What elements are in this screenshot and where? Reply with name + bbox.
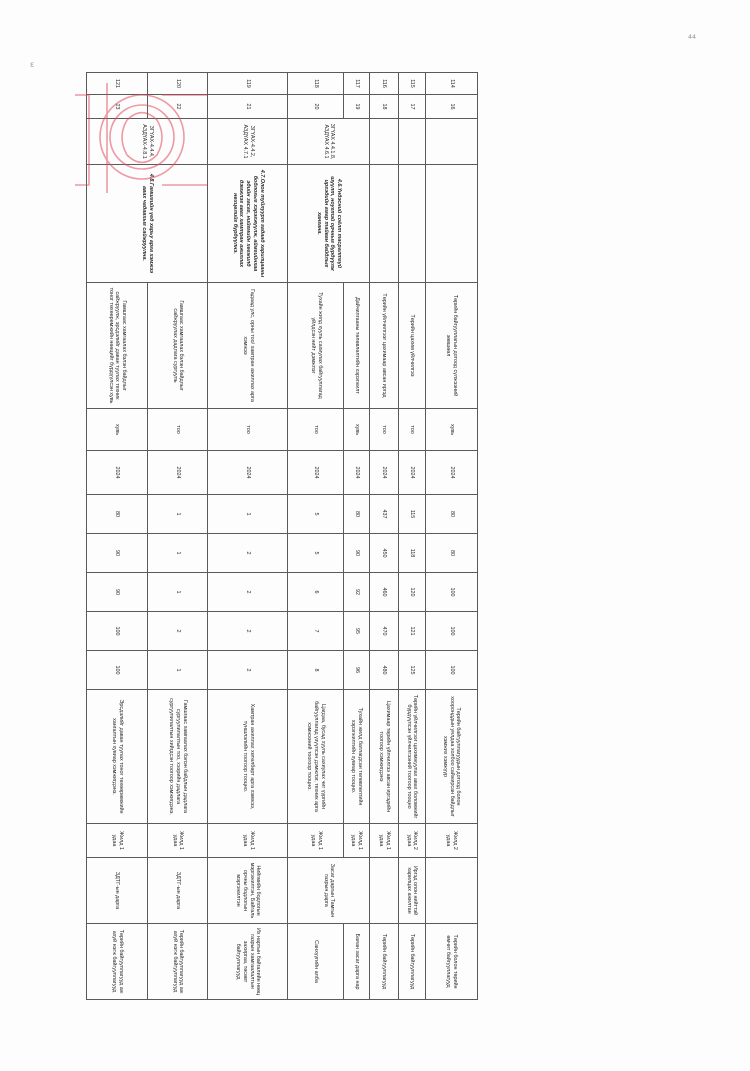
organization-cell: Төрийн байгууллагууд аж ахуй нэгж байгууллагууд (148, 924, 208, 1000)
value-cell: 2 (148, 612, 208, 651)
value-cell: 100 (425, 573, 477, 612)
indicator-cell: Төрийн үйлчилгээг цахимаар авсан иргэд (369, 283, 398, 409)
value-cell: 92 (344, 573, 370, 612)
value-cell: 80 (87, 495, 148, 534)
value-cell: 6 (288, 573, 344, 612)
value-cell: 95 (344, 612, 370, 651)
row-number: 21 (208, 95, 288, 119)
indicator-cell: Тухайн жилд хууль сахиулах байгууллагад үйлдсэн нийт дэмжлэг (288, 283, 344, 409)
organization-cell: Их нартын байгалийн нөөц газрын хамгаалалтын захиргаа, төсөвт байгууллагууд (208, 924, 288, 1000)
corner-mark: ⁴⁴ (688, 34, 697, 45)
value-cell: 2 (208, 651, 288, 690)
year-cell: 2024 (369, 451, 398, 495)
period-cell: Жилд 1 удаа (87, 824, 148, 858)
value-cell: 5 (288, 534, 344, 573)
margin-mark: ε (30, 60, 35, 69)
period-cell: Жилд 1 удаа (148, 824, 208, 858)
responsible-cell (425, 858, 477, 924)
value-cell: 100 (425, 612, 477, 651)
value-cell: 470 (369, 612, 398, 651)
responsible-cell: ЗДТГ-ын дарга (148, 858, 208, 924)
year-cell: 2024 (87, 451, 148, 495)
page-number: 120 (148, 73, 208, 95)
responsible-cell: Иргэд олон нийттэй харилцах ажилтан (398, 858, 425, 924)
action-cell: Эрсдэлийг даван туулах тоног төхөөрөмжийн хангалтын хувиар хэмжигдэнэ. (87, 690, 148, 824)
row-number: 20 (288, 95, 344, 119)
value-cell: 120 (398, 573, 425, 612)
row-number: 16 (425, 95, 477, 119)
value-cell: 5 (288, 495, 344, 534)
goal-cell: 4.7.Олон туйлуурт гадаад харилцааны бодлогыг хэрэгжүүлж, аймгийнхаа эдийн засаг, нийгмийн хөгжилд дэмжлэг авах хамтран ажиллах нөхцөлийг бүрдүүлнэ. (208, 165, 288, 283)
row-number: 19 (344, 95, 370, 119)
value-cell: 100 (425, 651, 477, 690)
code-cell: ЗГҮАХ-4.4.4, АЗДҮАХ-4.8.1 (87, 119, 208, 165)
unit-cell: тоо (369, 409, 398, 451)
organization-cell: Төрийн байгууллагууд (398, 924, 425, 1000)
value-cell: 450 (369, 534, 398, 573)
row-number: 22 (148, 95, 208, 119)
value-cell: 7 (288, 612, 344, 651)
page-number: 115 (398, 73, 425, 95)
action-cell: Цахимаар төрийн үйлчилгээ авсан иргэдийн тоогоор хэмжигдэнэ (369, 690, 398, 824)
table-row (208, 73, 288, 1000)
value-cell: 1 (148, 573, 208, 612)
table-row (148, 73, 208, 1000)
value-cell: 460 (369, 573, 398, 612)
indicator-cell: Гамшгаас хамгаалах бэлэн байдлыг сайжруулж, эрсдэлийг даван туулах техник тоног төхөөрөмжийн нөөцийг бүрдүүлсэн хувь (87, 283, 148, 409)
page-number: 118 (288, 73, 344, 95)
code-cell: ЗГҮАХ 4.4.1.8, АЗДҮАХ 4.6.1 (288, 119, 369, 165)
action-cell: Гамшгаас хамгаалах бэлэн байдлын дадлага сургуулилалтын тоо, хээрийн дадлага сургуулилалтын хийгдсэн тоогоор хэмжигдэнэ. (148, 690, 208, 824)
value-cell: 80 (344, 495, 370, 534)
row-number: 23 (87, 95, 148, 119)
value-cell: 121 (398, 612, 425, 651)
year-cell: 2024 (344, 451, 370, 495)
indicator-cell: Төрийн цахим үйлчилгээ (398, 283, 425, 409)
value-cell: 1 (148, 495, 208, 534)
code-cell (398, 119, 425, 165)
period-cell: Жилд 2 удаа (425, 824, 477, 858)
goal-cell (398, 165, 425, 283)
indicator-cell: Дайчилгааны төлөвлөлтийн хэрэгжилт (344, 283, 370, 409)
action-cell: Хамтран ажиллах хөтөлбөрт арга хэмжээ, түншлэлийн тоогоор тооцно. (208, 690, 288, 824)
page-number: 121 (87, 73, 148, 95)
responsible-cell: ЗДТГ-ын дарга (87, 858, 148, 924)
action-cell: Төрийн байгууллагуудын дотоод болон хооронддын уялдаа холбоо сайжирсан байдлыг хэмжих хэмжүүр (425, 690, 477, 824)
value-cell: 125 (398, 651, 425, 690)
responsible-cell (369, 858, 398, 924)
value-cell: 80 (425, 495, 477, 534)
value-cell: 100 (87, 612, 148, 651)
organization-cell: Төрийн байгууллагууд аж ахуй нэгж байгууллагууд (87, 924, 148, 1000)
action-cell: Төрийн үйлчилгээг цахимжуулах авах боломжийг бүрдүүлсэн үйлчилгээний тоогоор тооцно (398, 690, 425, 824)
code-cell (425, 119, 477, 165)
responsible-cell: Нийгмийн бодлогын мэргэжилтэн, Байгаль орчны бодлогын мэргэжилтэн (208, 858, 288, 924)
unit-cell: хувь (425, 409, 477, 451)
action-cell: Цагдаа, бусад хууль сахиулах чиг үүргийн байгууллагад үзүүлсэн дэмжлэг, техник арга хэмжээний тоогоор тооцно. (288, 690, 344, 824)
responsible-cell: Засаг даргын Тамгын газрын дарга (288, 858, 369, 924)
indicator-table (86, 72, 478, 1000)
value-cell: 1 (148, 651, 208, 690)
value-cell: 90 (344, 534, 370, 573)
value-cell: 80 (425, 534, 477, 573)
value-cell: 90 (87, 573, 148, 612)
page-number: 114 (425, 73, 477, 95)
value-cell: 96 (344, 651, 370, 690)
table-row (398, 73, 425, 1000)
organization-cell: Төрийн байгууллагууд (369, 924, 398, 1000)
value-cell: 118 (398, 534, 425, 573)
goal-cell: 4.8.Гамшгийн үед харьу арга хэмжээ авах чадавхыг сайжруулна. (87, 165, 208, 283)
row-number: 18 (369, 95, 398, 119)
indicator-cell: Гамшгаас хамгаалах бэлэн байдлыг сайжруулах дадлага сургууль (148, 283, 208, 409)
value-cell: 8 (288, 651, 344, 690)
row-number: 17 (398, 95, 425, 119)
value-cell: 115 (398, 495, 425, 534)
year-cell: 2024 (398, 451, 425, 495)
unit-cell: тоо (208, 409, 288, 451)
value-cell: 100 (87, 651, 148, 690)
indicator-cell: Гадаад улс, орны тоо/ хамтран ажиллах арга хэмжээ (208, 283, 288, 409)
value-cell: 2 (208, 612, 288, 651)
action-cell: Тухайн жилд батлагдсан төлөвлөлтийн хэрэгжилтийн хувиар тооцно. (344, 690, 370, 824)
value-cell: 2 (208, 534, 288, 573)
year-cell: 2024 (288, 451, 344, 495)
goal-cell (369, 165, 398, 283)
unit-cell: хувь (344, 409, 370, 451)
year-cell: 2024 (148, 451, 208, 495)
value-cell: 480 (369, 651, 398, 690)
unit-cell: хувь (87, 409, 148, 451)
period-cell: Жилд 1 удаа (369, 824, 398, 858)
period-cell: Жилд 1 удаа (288, 824, 344, 858)
goal-cell: 4.6.Үндэсний соёлт тасралтгүй шүүлт, ноугтэй орчныг бүрдүүлж иргэдийн амар тайван байдлыг хангана. (288, 165, 369, 283)
value-cell: 1 (208, 495, 288, 534)
page-number: 119 (208, 73, 288, 95)
year-cell: 2024 (208, 451, 288, 495)
organization-cell: Санхүүгийн албa (288, 924, 344, 1000)
goal-cell (425, 165, 477, 283)
value-cell: 90 (87, 534, 148, 573)
unit-cell: тоо (398, 409, 425, 451)
value-cell: 1 (148, 534, 208, 573)
page-number: 116 (369, 73, 398, 95)
code-cell: ЗГҮАХ-4.4.2, АЗДҮАХ 4.7.1 (208, 119, 288, 165)
table-row (369, 73, 398, 1000)
organization-cell: Төрийн болон төрийн өмчит байгууллагууд (425, 924, 477, 1000)
period-cell: Жилд 1 удаа (344, 824, 370, 858)
value-cell: 437 (369, 495, 398, 534)
page-number: 117 (344, 73, 370, 95)
code-cell (369, 119, 398, 165)
unit-cell: тоо (148, 409, 208, 451)
organization-cell: Баяан засаг дарга нар (344, 924, 370, 1000)
period-cell: Жилд 2 удаа (398, 824, 425, 858)
indicator-cell: Төрийн байгууллагын дотоод сүлжээний зөвшөөл (425, 283, 477, 409)
value-cell: 2 (208, 573, 288, 612)
period-cell: Жилд 1 удаа (208, 824, 288, 858)
table-row (425, 73, 477, 1000)
table-row (344, 73, 370, 1000)
year-cell: 2024 (425, 451, 477, 495)
unit-cell: тоо (288, 409, 344, 451)
